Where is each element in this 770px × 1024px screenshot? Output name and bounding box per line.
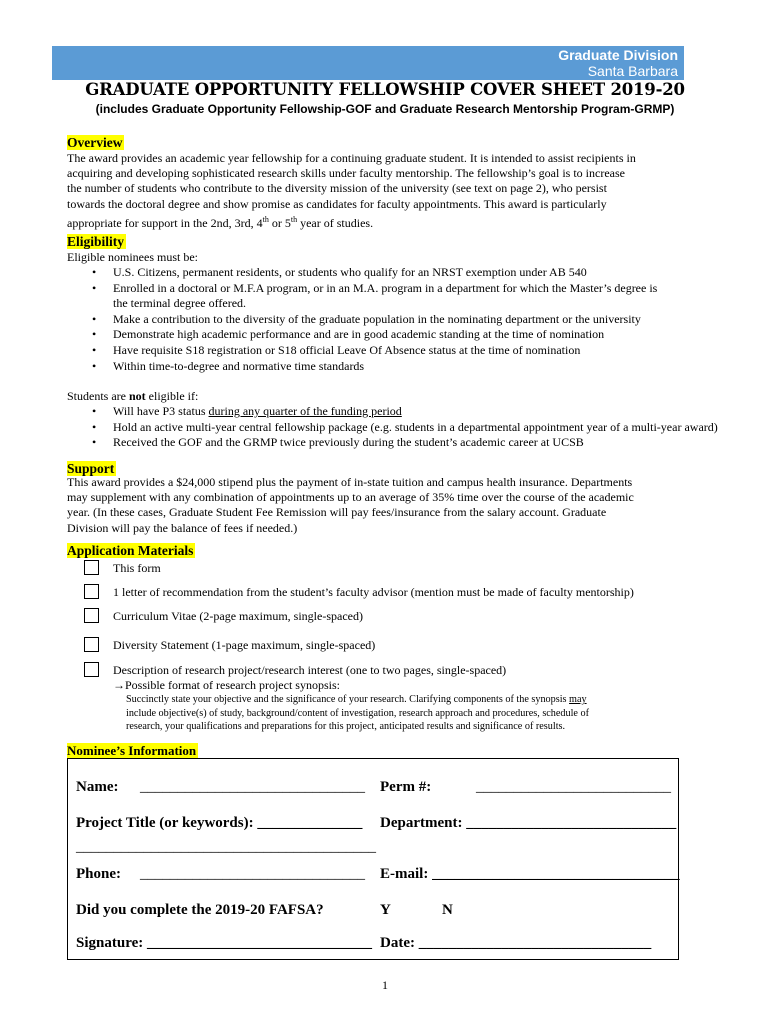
checkbox[interactable] [84,608,99,623]
eligibility-list [92,265,672,374]
date-field[interactable]: Date: _______________________________ [380,935,652,951]
list-item: • Will have P3 status during any quarter of the funding period [92,404,752,420]
support-line: may supplement with any combination of appointments up to an average of 35% time over the course of the academic [67,490,634,505]
checkbox[interactable] [84,560,99,575]
project-title-field[interactable]: Project Title (or keywords): ______________ [76,815,363,831]
checkbox[interactable] [84,637,99,652]
division-name: Graduate Division [558,47,678,63]
list-item: • Make a contribution to the diversity of the graduate population in the nominating department or the university [92,312,672,328]
name-field[interactable]: ______________________________ [140,779,365,795]
nominee-heading: Nominee’s Information [67,743,197,758]
page-title: GRADUATE OPPORTUNITY FELLOWSHIP COVER SHEET 2019-20 [85,80,685,99]
fafsa-yes[interactable]: Y [380,902,391,918]
email-field[interactable]: E-mail: _________________________________ [380,866,680,882]
eligibility-intro: Eligible nominees must be: [67,250,198,264]
list-item: • Have requisite S18 registration or S18 official Leave Of Absence status at the time of nomination [92,343,672,359]
nominee-info-box [67,758,679,960]
perm-label: Perm #: [380,779,432,795]
list-item: • Enrolled in a doctoral or M.F.A program, or in an M.A. program in a department for which the Master’s degree is the terminal degree offered. [92,281,672,312]
name-label: Name: [76,779,119,795]
not-eligible-list [92,404,752,451]
synopsis-text [126,693,666,734]
perm-field[interactable]: __________________________ [476,779,671,795]
overview-line: appropriate for support in the 2nd, 3rd, 4th or 5th year of studies. [67,214,374,230]
synopsis-line: Succinctly state your objective and the significance of your research. Clarifying components of the synopsis may [126,694,587,705]
list-item: • Received the GOF and the GRMP twice previously during the student’s academic career at UCSB [92,435,752,451]
project-title-line-2[interactable]: ________________________________________ [76,839,376,855]
overview-line: towards the doctoral degree and show promise as candidates for faculty appointments. This award is particularly [67,196,607,211]
phone-label: Phone: [76,866,121,882]
department-field[interactable]: Department: ____________________________ [380,815,677,831]
overview-text [67,151,677,231]
fafsa-question: Did you complete the 2019-20 FAFSA? [76,902,324,918]
support-line: This award provides a $24,000 stipend plus the payment of in-state tuition and campus health insurance. Departments [67,475,633,489]
list-item: • U.S. Citizens, permanent residents, or students who qualify for an NRST exemption under AB 540 [92,265,672,281]
support-heading: Support [67,461,115,476]
synopsis-label: →Possible format of research project synopsis: [113,678,340,692]
support-text [67,475,677,536]
eligibility-heading: Eligibility [67,234,125,249]
overview-line: the number of students who contribute to the diversity mission of the university (see text on page 2), who persist [67,181,607,196]
overview-line: The award provides an academic year fellowship for a continuing graduate student. It is intended to assist recipients in [67,151,636,165]
list-item: • Hold an active multi-year central fellowship package (e.g. students in a departmental appointment year of a multi-year award) [92,420,752,436]
not-eligible-intro: Students are not eligible if: [67,389,199,403]
checkbox[interactable] [84,662,99,677]
header-banner [52,46,684,80]
overview-line: acquiring and developing sophisticated research skills under faculty mentorship. The fellowship’s goal is to increase [67,166,625,181]
page-subtitle: (includes Graduate Opportunity Fellowship-GOF and Graduate Research Mentorship Program-GRMP) [95,102,675,116]
campus-name: Santa Barbara [587,63,678,79]
support-line: year. (In these cases, Graduate Student Fee Remission will pay fees/insurance from the salary account. Graduate [67,505,607,520]
list-item: • Within time-to-degree and normative time standards [92,359,672,375]
fafsa-no[interactable]: N [442,902,453,918]
support-line: Division will pay the balance of fees if needed.) [67,520,298,535]
materials-heading: Application Materials [67,543,194,558]
arrow-icon: → [113,678,125,692]
synopsis-line: include objective(s) of study, background/content of investigation, research approach and procedures, schedule of [126,707,589,719]
overview-heading: Overview [67,135,123,150]
page-number: 1 [382,978,388,992]
phone-field[interactable]: ______________________________ [140,866,365,882]
list-item: • Demonstrate high academic performance and are in good academic standing at the time of nomination [92,327,672,343]
synopsis-line: research, your qualifications and preparations for this project, anticipated results and significance of results. [126,721,566,732]
signature-field[interactable]: Signature: ______________________________ [76,935,372,951]
checkbox[interactable] [84,584,99,599]
